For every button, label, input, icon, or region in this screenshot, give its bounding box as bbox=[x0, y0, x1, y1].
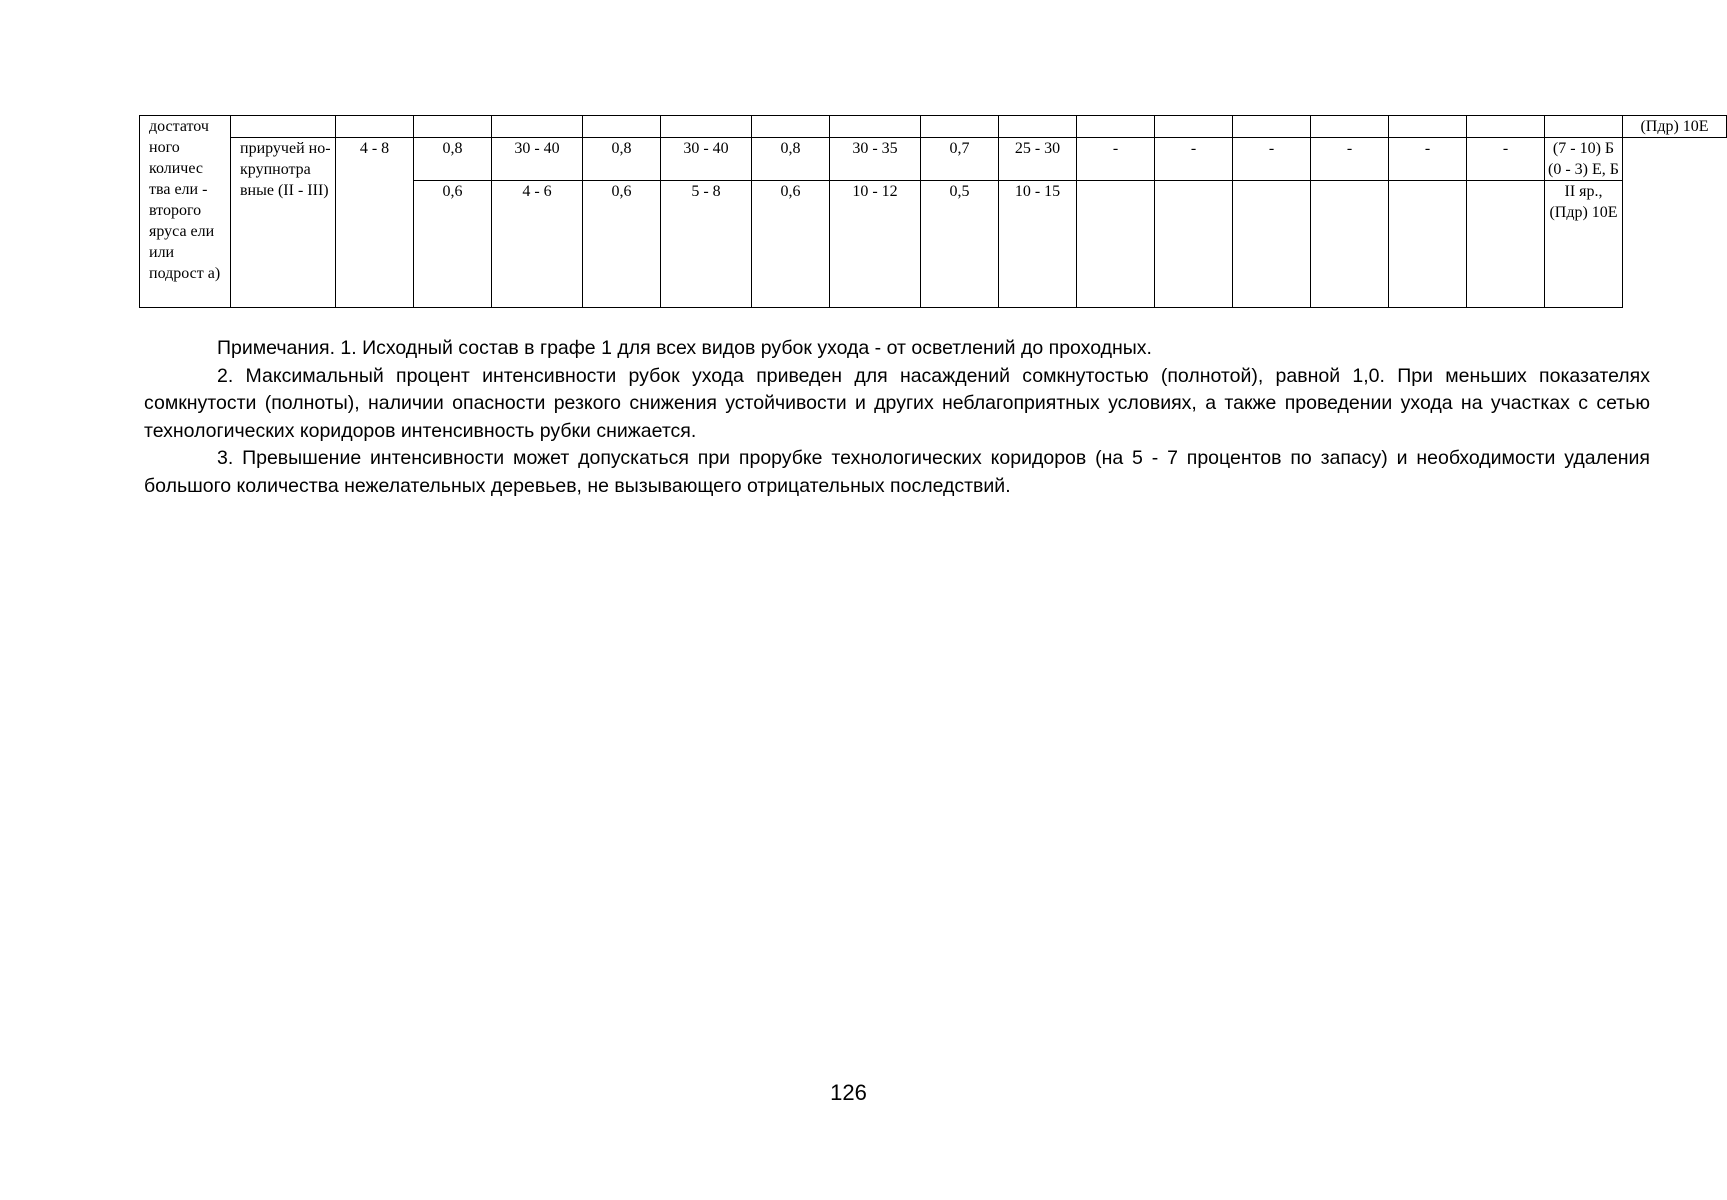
table-cell bbox=[1155, 181, 1233, 308]
note-2: 2. Максимальный процент интенсивности рубок ухода приведен для насаждений сомкнутостью (полнотой), равной 1,0. При меньших показателях сомкнутости (полноты), наличии опасности резкого снижения устойчивости и других неблагоприятных условиях, а также проведении ухода на участках с сетью технологических коридоров интенсивность рубки снижается. bbox=[144, 364, 1650, 442]
table-cell bbox=[830, 116, 921, 138]
table-cell: 25 - 30 bbox=[999, 138, 1077, 181]
note-1: Примечания. 1. Исходный состав в графе 1 для всех видов рубок ухода - от осветлений до проходных. bbox=[217, 337, 1152, 359]
table-cell: 30 - 40 bbox=[492, 138, 583, 181]
table-cell: 0,8 bbox=[583, 138, 661, 181]
table-cell: 5 - 8 bbox=[661, 181, 752, 308]
table-row bbox=[140, 116, 1727, 138]
table-cell: 10 - 15 bbox=[999, 181, 1077, 308]
table-cell: 10 - 12 bbox=[830, 181, 921, 308]
table-cell bbox=[1077, 181, 1155, 308]
table-cell bbox=[1077, 116, 1155, 138]
table-cell: - bbox=[1311, 138, 1389, 181]
notes-section bbox=[144, 335, 1650, 501]
table-cell bbox=[231, 116, 336, 138]
table-cell-composition-top: (Пдр) 10Е bbox=[1623, 116, 1727, 138]
table-cell-forest-type: приручей но- крупнотра вные (II - III) bbox=[231, 138, 336, 308]
table-cell: 30 - 35 bbox=[830, 138, 921, 181]
table-cell bbox=[1155, 116, 1233, 138]
table-cell: - bbox=[1389, 138, 1467, 181]
table-cell bbox=[1233, 116, 1311, 138]
table-cell bbox=[1389, 116, 1467, 138]
table-cell bbox=[921, 116, 999, 138]
table-cell: 0,6 bbox=[752, 181, 830, 308]
table-cell: 4 - 6 bbox=[492, 181, 583, 308]
table-cell-stand-composition: достаточ ного количес тва ели - второго яруса ели или подрост а) bbox=[140, 116, 231, 308]
table-row bbox=[140, 138, 1727, 181]
table-cell bbox=[1467, 181, 1545, 308]
table-cell: 30 - 40 bbox=[661, 138, 752, 181]
table-cell bbox=[1389, 181, 1467, 308]
table-cell: - bbox=[1077, 138, 1155, 181]
table-cell bbox=[1311, 116, 1389, 138]
table-cell: 0,8 bbox=[414, 138, 492, 181]
note-3: 3. Превышение интенсивности может допускаться при прорубке технологических коридоров (на 5 - 7 процентов по запасу) и необходимости удаления большого количества нежелательных деревьев, не вызывающего отрицательных последствий. bbox=[144, 447, 1650, 497]
table-cell bbox=[583, 116, 661, 138]
table-cell: 0,6 bbox=[414, 181, 492, 308]
table-cell bbox=[492, 116, 583, 138]
table-cell bbox=[1545, 116, 1623, 138]
table-cell: 0,6 bbox=[583, 181, 661, 308]
table-cell: - bbox=[1467, 138, 1545, 181]
page-number: 126 bbox=[830, 1080, 867, 1105]
table-cell: 0,8 bbox=[752, 138, 830, 181]
table-cell: - bbox=[1155, 138, 1233, 181]
table-cell bbox=[661, 116, 752, 138]
table-cell bbox=[1311, 181, 1389, 308]
forestry-table bbox=[139, 115, 1727, 308]
table-cell-composition-mid: (7 - 10) Б (0 - 3) Е, Б bbox=[1545, 138, 1623, 181]
table-cell: 0,7 bbox=[921, 138, 999, 181]
table-cell bbox=[1233, 181, 1311, 308]
table-cell bbox=[752, 116, 830, 138]
table-cell bbox=[414, 116, 492, 138]
table-cell bbox=[336, 116, 414, 138]
table-cell bbox=[999, 116, 1077, 138]
table-cell-age: 4 - 8 bbox=[336, 138, 414, 308]
table-cell: 0,5 bbox=[921, 181, 999, 308]
table-cell-composition-bottom: II яр., (Пдр) 10Е bbox=[1545, 181, 1623, 308]
table-cell: - bbox=[1233, 138, 1311, 181]
table-cell bbox=[1467, 116, 1545, 138]
